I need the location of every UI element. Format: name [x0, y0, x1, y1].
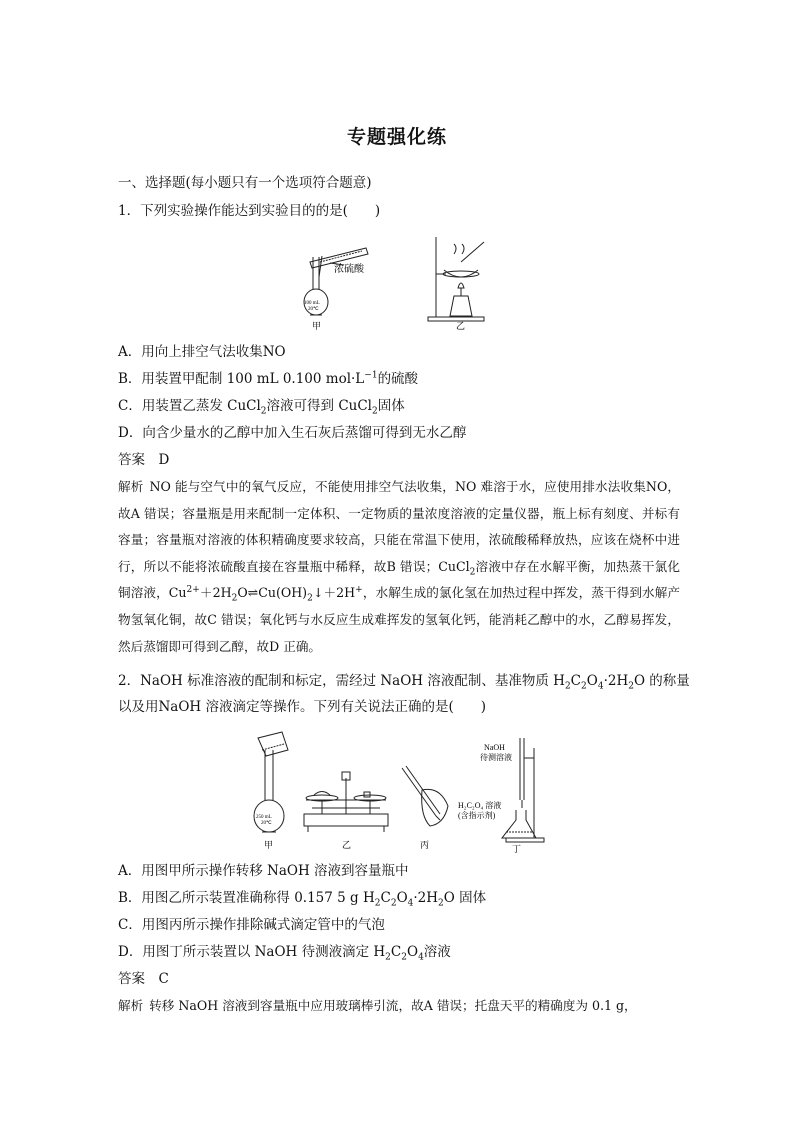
question-1-option-c: C．用装置乙蒸发 CuCl$_2$溶液可得到 CuCl$_2$固体	[118, 398, 405, 417]
question-2-option-c: C．用图丙所示操作排除碱式滴定管中的气泡	[118, 917, 385, 933]
question-1-analysis: 解析 NO 能与空气中的氧气反应，不能使用排空气法收集，NO 难溶于水，应使用排水法收集NO，故A 错误；容量瓶是用来配制一定体积、一定物质的量浓度溶液的定量仪器，瓶上标有刻度、并标有容量；容量瓶对溶液的体积精确度要求较高，只能在常温下使用，浓硫酸稀释放热，应该在烧杯中进行，所以不能将浓硫酸直接在容量瓶中稀释，故B 错误；CuCl$_2$溶液中存在水解平衡，加热蒸干氯化铜溶液，$Cu^{2+}+2H_2O\rightleftharpoons Cu(OH)_2↓+2H^+$，水解生成的氯化氢在加热过程中挥发，蒸干得到水解产物氢氧化铜，故C 错误；氧化钙与水反应生成难挥发的氢氧化钙，能消耗乙醇中的水，乙醇易挥发，然后蒸馏即可得到乙醇，故D 正确。	[118, 479, 681, 654]
acid-label: 浓硫酸	[334, 264, 364, 275]
figure-2-caption-ding: 丁	[512, 844, 522, 854]
flask-temp-label: 20℃	[308, 307, 319, 312]
question-1-option-a: A．用向上排空气法收集NO	[118, 344, 286, 360]
figure-2-caption-bing: 丙	[420, 840, 430, 850]
question-1-option-b: B．用装置甲配制 100 mL 0.100 $mol\cdot L^{-1}$的硫酸	[118, 370, 419, 387]
question-2-option-d: D．用图丁所示装置以 NaOH 待测液滴定 $H_2C_2O_4$溶液	[118, 944, 451, 963]
figure-caption-jia: 甲	[312, 321, 322, 331]
question-2-analysis: 解析 转移 NaOH 溶液到容量瓶中应用玻璃棒引流，故A 错误；托盘天平的精确度为 0.1 g，	[118, 998, 637, 1013]
flask-2-volume-label: 250 mL	[256, 815, 272, 820]
page-title: 专题强化练	[346, 126, 447, 148]
flask-volume-label: 100 mL	[304, 301, 320, 306]
figure-2-caption-jia: 甲	[264, 840, 274, 850]
section-heading: 一、选择题(每小题只有一个选项符合题意)	[118, 175, 372, 191]
question-2-stem-line-1: 2．NaOH 标准溶液的配制和标定，需经过 NaOH 溶液配制、基准物质 $H_2C_2O_4\cdot 2H_2O$ 的称量	[118, 673, 690, 692]
question-1-option-d: D．向含少量水的乙醇中加入生石灰后蒸馏可得到无水乙醇	[118, 425, 467, 441]
flask-2-temp-label: 20℃	[261, 821, 272, 826]
figure-2-caption-yi: 乙	[342, 840, 352, 850]
question-2-option-a: A．用图甲所示操作转移 NaOH 溶液到容量瓶中	[118, 863, 409, 879]
figure-caption-yi: 乙	[456, 321, 466, 331]
question-1-answer: 答案 D	[118, 452, 170, 468]
question-1-figure	[296, 232, 496, 332]
naoh-label: NaOH	[484, 743, 505, 752]
oxalic-acid-label: H₂C₂O₄ 溶液	[458, 801, 502, 810]
question-2-option-b: B．用图乙所示装置准确称得 0.157 5 g $H_2C_2O_4\cdot 2H_2O$ 固体	[118, 890, 487, 909]
question-2-answer: 答案 C	[118, 971, 169, 987]
question-2-figure	[244, 728, 554, 854]
question-1-stem: 1．下列实验操作能达到实验目的的是( )	[118, 203, 381, 219]
question-2-stem-line-2: 以及用NaOH 溶液滴定等操作。下列有关说法正确的是( )	[118, 699, 487, 715]
indicator-label: (含指示剂)	[458, 811, 496, 820]
naoh-solution-label: 待测溶液	[480, 753, 512, 762]
